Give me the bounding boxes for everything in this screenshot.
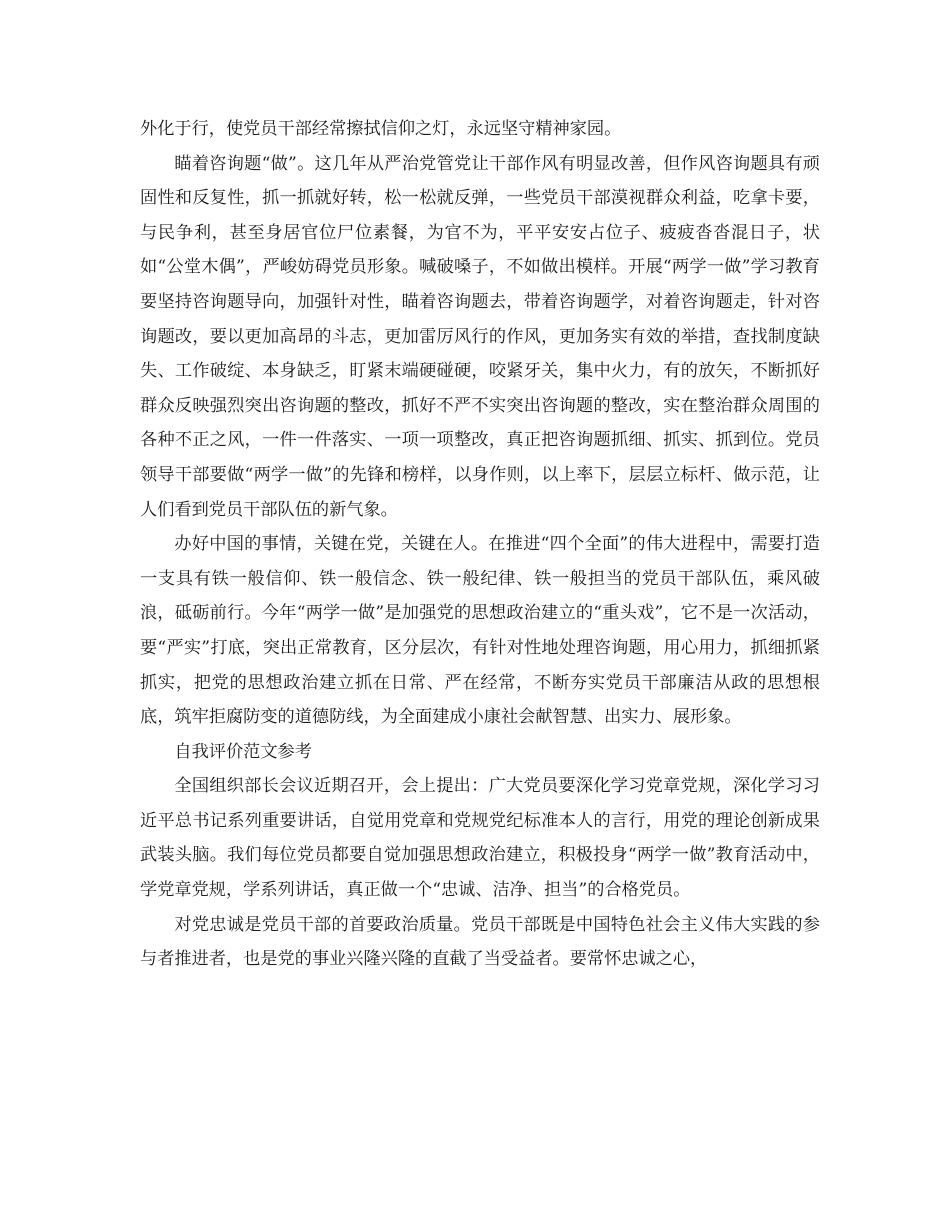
paragraph-loyalty: 对党忠诚是党员干部的首要政治质量。党员干部既是中国特色社会主义伟大实践的参与者推进者，也是党的事业兴隆兴隆的直截了当受益者。要常怀忠诚之心， — [140, 914, 820, 970]
paragraph-organization-meeting: 全国组织部长会议近期召开，会上提出：广大党员要深化学习党章党规，深化学习习近平总书记系列重要讲话，自觉用党章和党规党纪标准本人的言行，用党的理论创新成果武装头脑。我们每位党员都要自觉加强思想政治建立，积极投身“两学一做”教育活动中，学党章党规，学系列讲话，真正做一个“忠诚、洁净、担当”的合格党员。 — [140, 776, 820, 901]
paragraph-problem-oriented: 瞄着咨询题“做”。这几年从严治党管党让干部作风有明显改善，但作风咨询题具有顽固性和反复性，抓一抓就好转，松一松就反弹，一些党员干部漠视群众利益，吃拿卡要，与民争利，甚至身居官位尸位素餐，为官不为，平平安安占位子、疲疲沓沓混日子，状如“公堂木偶”，严峻妨碍党员形象。喊破嗓子，不如做出模样。开展“两学一做”学习教育要坚持咨询题导向，加强针对性，瞄着咨询题去，带着咨询题学，对着咨询题走，针对咨询题改，要以更加高昂的斗志，更加雷厉风行的作风，更加务实有效的举措，查找制度缺失、工作破绽、本身缺乏，盯紧末端硬碰硬，咬紧牙关，集中火力，有的放矢，不断抓好群众反映强烈突出咨询题的整改，抓好不严不实突出咨询题的整改，实在整治群众周围的各种不正之风，一件一件落实、一项一项整改，真正把咨询题抓细、抓实、抓到位。党员领导干部要做“两学一做”的先锋和榜样，以身作则，以上率下，层层立标杆、做示范，让人们看到党员干部队伍的新气象。 — [140, 153, 820, 520]
paragraph-continuation: 外化于行，使党员干部经常擦拭信仰之灯，永远坚守精神家园。 — [140, 119, 622, 139]
section-heading: 自我评价范文参考 — [174, 741, 312, 762]
paragraph-key-in-party: 办好中国的事情，关键在党，关键在人。在推进“四个全面”的伟大进程中，需要打造一支具有铁一般信仰、铁一般信念、铁一般纪律、铁一般担当的党员干部队伍，乘风破浪，砥砺前行。今年“两学一做”是加强党的思想政治建立的“重头戏”，它不是一次活动，要“严实”打底，突出正常教育，区分层次，有针对性地处理咨询题，用心用力，抓细抓紧抓实，把党的思想政治建立抓在日常、严在经常，不断夯实党员干部廉洁从政的思想根底，筑牢拒腐防变的道德防线，为全面建成小康社会献智慧、出实力、展形象。 — [140, 534, 820, 728]
document-body — [140, 112, 820, 977]
